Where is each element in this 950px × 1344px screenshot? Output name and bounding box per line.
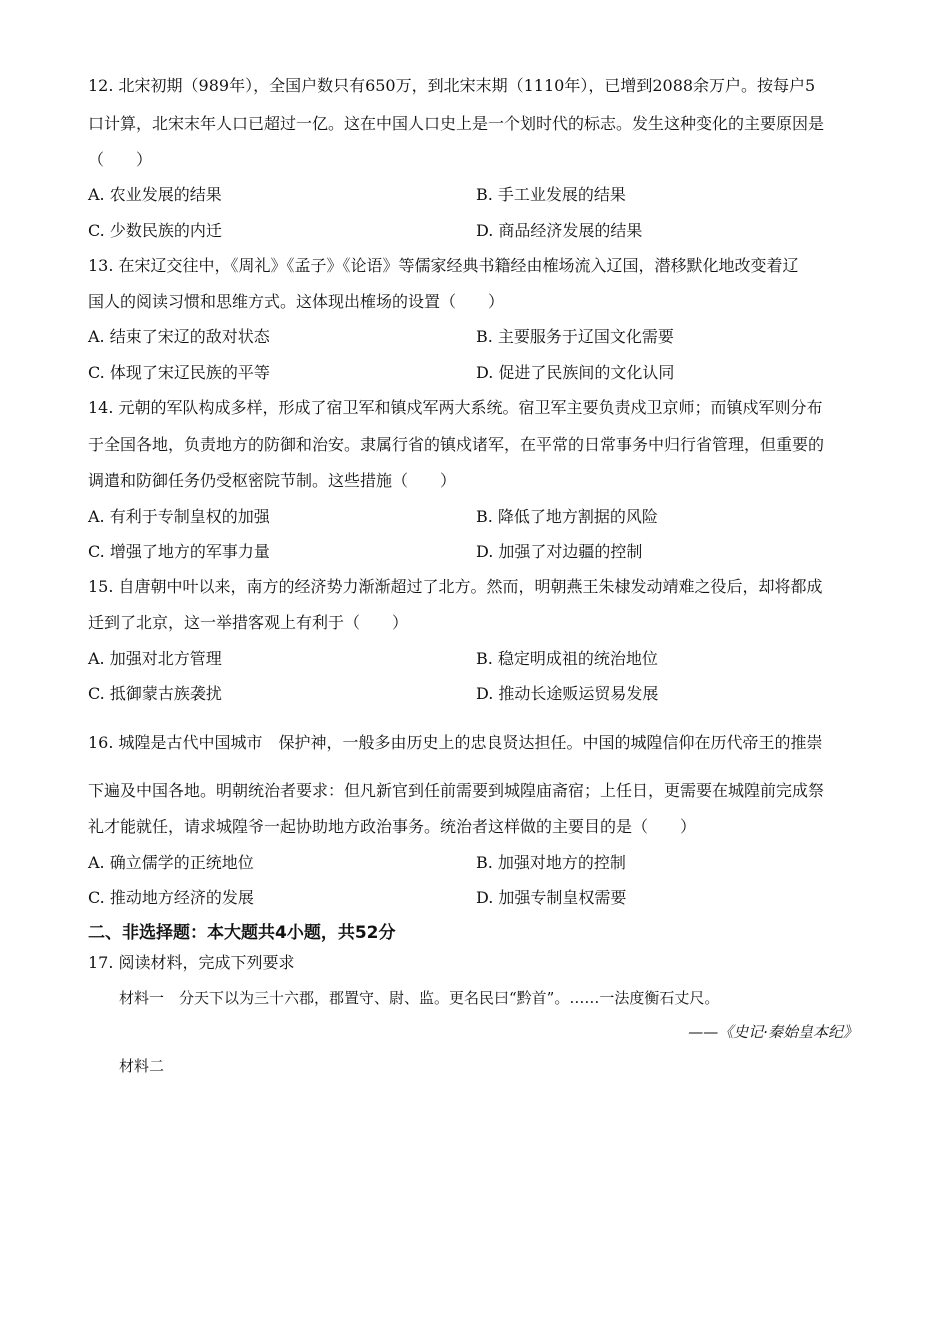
q16-line-1: 16. 城隍是古代中国城市 保护神，一般多由历史上的忠良贤达担任。中国的城隍信仰在历代帝王的推崇 <box>88 733 823 752</box>
q13-line-2: 国人的阅读习惯和思维方式。这体现出榷场的设置（ ） <box>88 292 505 311</box>
q16-option-d: D. 加强专制皇权需要 <box>476 888 627 907</box>
q17-stem: 17. 阅读材料，完成下列要求 <box>88 953 295 972</box>
q15-option-d: D. 推动长途贩运贸易发展 <box>476 684 659 703</box>
q16-option-c: C. 推动地方经济的发展 <box>88 888 254 907</box>
q17-source-1: ——《史记·秦始皇本纪》 <box>688 1023 858 1041</box>
q14-line-2: 于全国各地，负责地方的防御和治安。隶属行省的镇戍诸军，在平常的日常事务中归行省管理，但重要的 <box>88 435 825 454</box>
q13-option-a: A. 结束了宋辽的敌对状态 <box>88 327 270 346</box>
q15-option-c: C. 抵御蒙古族袭扰 <box>88 684 222 703</box>
q12-option-d: D. 商品经济发展的结果 <box>476 221 643 240</box>
q15-line-1: 15. 自唐朝中叶以来，南方的经济势力渐渐超过了北方。然而，明朝燕王朱棣发动靖难之役后，却将都成 <box>88 577 823 596</box>
q14-line-1: 14. 元朝的军队构成多样，形成了宿卫军和镇戍军两大系统。宿卫军主要负责戍卫京师；而镇戍军则分布 <box>88 398 823 417</box>
q16-option-b: B. 加强对地方的控制 <box>476 853 626 872</box>
q12-option-b: B. 手工业发展的结果 <box>476 185 626 204</box>
q13-line-1: 13. 在宋辽交往中，《周礼》《孟子》《论语》等儒家经典书籍经由榷场流入辽国，潜移默化地改变着辽 <box>88 256 799 275</box>
q12-option-a: A. 农业发展的结果 <box>88 185 222 204</box>
q14-option-d: D. 加强了对边疆的控制 <box>476 542 643 561</box>
q16-line-3: 礼才能就任，请求城隍爷一起协助地方政治事务。统治者这样做的主要目的是（ ） <box>88 817 697 836</box>
q15-line-2: 迁到了北京，这一举措客观上有利于（ ） <box>88 613 409 632</box>
q13-option-d: D. 促进了民族间的文化认同 <box>476 363 675 382</box>
q14-option-c: C. 增强了地方的军事力量 <box>88 542 270 561</box>
q12-line-1: 12. 北宋初期（989年），全国户数只有650万，到北宋末期（1110年），已增到2088余万户。按每户5 <box>88 76 816 95</box>
q14-line-3: 调遣和防御任务仍受枢密院节制。这些措施（ ） <box>88 471 457 490</box>
q15-option-b: B. 稳定明成祖的统治地位 <box>476 649 658 668</box>
q12-option-c: C. 少数民族的内迁 <box>88 221 222 240</box>
section-heading: 二、非选择题：本大题共4小题，共52分 <box>88 923 396 943</box>
q16-option-a: A. 确立儒学的正统地位 <box>88 853 254 872</box>
q12-line-2: 口计算，北宋末年人口已超过一亿。这在中国人口史上是一个划时代的标志。发生这种变化的主要原因是 <box>88 114 825 133</box>
q17-material-2: 材料二 <box>119 1057 165 1075</box>
q15-option-a: A. 加强对北方管理 <box>88 649 222 668</box>
q13-option-c: C. 体现了宋辽民族的平等 <box>88 363 270 382</box>
q16-line-2: 下遍及中国各地。明朝统治者要求：但凡新官到任前需要到城隍庙斋宿；上任日，更需要在城隍前完成祭 <box>88 781 825 800</box>
q14-option-b: B. 降低了地方割据的风险 <box>476 507 658 526</box>
q14-option-a: A. 有利于专制皇权的加强 <box>88 507 270 526</box>
q13-option-b: B. 主要服务于辽国文化需要 <box>476 327 674 346</box>
q17-material-1: 材料一 分天下以为三十六郡，郡置守、尉、监。更名民曰“黔首”。……一法度衡石丈尺。 <box>119 989 720 1007</box>
q12-line-3: （ ） <box>88 150 153 169</box>
